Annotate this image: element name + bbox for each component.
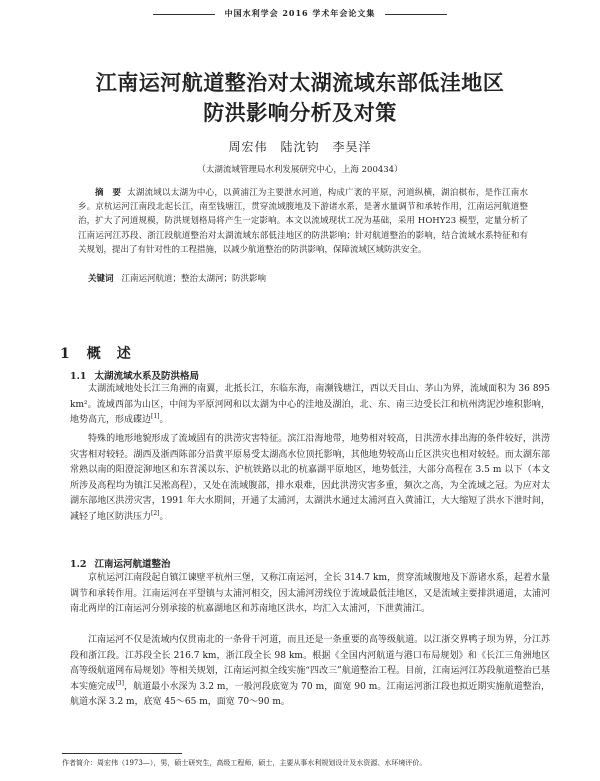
affiliation: （太湖流域管理局水利发展研究中心，上海 200434） bbox=[197, 165, 403, 175]
running-head-text: 中国水利学会 2016 学术年会论文集 bbox=[224, 8, 376, 18]
subsection-heading-1-2 bbox=[70, 556, 171, 570]
header-rule-left bbox=[153, 14, 215, 15]
running-head bbox=[0, 8, 600, 19]
abstract-text: 太湖流域以太湖为中心，以黄浦江为主要泄水河道，构成广袤的平原，河道纵横，湖泊棋布，是作江南水乡。京杭运河江南段北起长江，南至钱塘江，贯穿流域腹地及下游诸水系，是著水量调节和承转作用，江南运河航道整治，扩大了河道规模，防洪规划格局将产生一定影响。本文以流域现状工况为基础，采用 HOHY23 模型，定量分析了江南运河江苏段、浙江段航道整治对太湖流域东部低洼地区的防洪影响；针对航道整治的影响，结合流域水系特征和有关规划，提出了有针对性的工程措施，以减少航道整治的防洪影响，保障流域区域防洪安全。 bbox=[78, 188, 528, 255]
citation: [1] bbox=[151, 413, 160, 421]
paragraph-1 bbox=[70, 382, 550, 429]
citation: [3] bbox=[115, 679, 124, 687]
paragraph-text: 江南运河不仅是流域内仅贯南北的一条骨干河道，而且还是一条重要的高等级航道。以江浙交界鸭子坝为界，分江苏段和浙江段。江苏段全长 216.7 km，浙江段全长 98 km。根据《全国内河航道与港口布局规划》和《长江三角洲地区高等级航道网布局规划》等相关规划，江南运河拟全线实施“四改三”航道整治工程。目前，江南运河江苏段航道整治已基本实施完成 bbox=[70, 635, 550, 692]
subsection-title: 江南运河航道整治 bbox=[94, 559, 171, 570]
subsection-heading-1-1 bbox=[70, 368, 199, 382]
citation: [2] bbox=[151, 509, 160, 517]
subsection-number: 1.1 bbox=[70, 371, 87, 382]
section-number: 1 bbox=[60, 346, 71, 362]
keywords bbox=[88, 272, 528, 284]
authors: 周宏伟 陆沈钧 李昊洋 bbox=[228, 140, 372, 154]
header-rule-right bbox=[385, 14, 447, 15]
keywords-label: 关键词 bbox=[88, 274, 114, 284]
paragraph-text: 太湖流域地处长江三角洲的南翼，北抵长江，东临东海，南濒钱塘江，西以天目山、茅山为界，流域面积为 36 895 km²。流域西部为山区，中间为平原河网和以太湖为中心的洼地及湖泊，北、东、南三边受长江和杭州湾泥沙堆积影响，地势高亢，形成碟边 bbox=[70, 384, 550, 426]
section-title: 概 述 bbox=[86, 346, 132, 362]
paragraph-end: 。 bbox=[159, 415, 169, 426]
paragraph-3 bbox=[70, 571, 550, 618]
keywords-text: 江南运河航道；整治太湖河；防洪影响 bbox=[121, 274, 267, 284]
abstract-label: 摘 要 bbox=[95, 188, 122, 198]
subsection-number: 1.2 bbox=[70, 559, 87, 570]
section-heading-1 bbox=[60, 343, 132, 363]
paragraph-end: ，航道最小水深为 3.2 m，一般河段底宽为 70 m，面宽 90 m。江南运河浙江段也拟近期实施航道整治，航道水深 3.2 m，底宽 45～65 m，面宽 70～90 m。 bbox=[70, 681, 550, 708]
paragraph-end: 。 bbox=[159, 511, 169, 522]
paper-title bbox=[40, 68, 560, 128]
paragraph-text: 京杭运河江南段起自镇江谏壁平杭州三堡，又称江南运河，全长 314.7 km，贯穿流域腹地及下游诸水系，起着水量调节和承转作用。江南运河在平望镇与太浦河相交，因太浦河涝线位于流域最低洼地区，又是流域主要排洪通道，太浦河南北两岸的江南运河分别承接的杭嘉湖地区和苏南地区洪水，均汇入太浦河，下泄黄浦江。 bbox=[70, 573, 550, 615]
subsection-title: 太湖流域水系及防洪格局 bbox=[94, 371, 200, 382]
paragraph-text: 特殊的地形地貌形成了流域固有的洪涝灾害特征。滨江沿海地带，地势相对较高，日洪涝水排出海的条件较好，洪涝灾害相对较轻。湖西及浙西陈部分沿黄平原易受太湖高水位顶托影响，其他地势较高山丘区洪灾也相对较轻。而太湖东部常熟以南的阳澄淀泖地区和东苕溪以东、沪杭铁路以北的杭嘉湖平原地区，地势低洼，大部分高程在 3.5 m 以下（本文所涉及高程均为镇江吴淞高程），又处在流域腹部，排水艰难，因此洪涝灾害多重，频次之高，为全流域之冠。为应对太湖东部地区洪涝灾害，1991 年大水期间，开通了太浦河，太湖洪水通过太浦河直入黄浦江，大大缩短了洪水下泄时间，减轻了地区防洪压力 bbox=[70, 434, 550, 522]
paragraph-2 bbox=[70, 432, 550, 526]
footnote: 作者简介：周宏伟（1973—），男，硕士研究生，高级工程师，硕士，主要从事水利规划设计及水资源、水环境评价。 bbox=[62, 759, 427, 767]
abstract bbox=[78, 186, 528, 257]
paragraph-4 bbox=[70, 633, 550, 711]
title-line-1: 江南运河航道整治对太湖流域东部低洼地区 bbox=[95, 70, 505, 95]
title-line-2: 防洪影响分析及对策 bbox=[203, 100, 397, 125]
footnote-rule bbox=[62, 753, 182, 754]
